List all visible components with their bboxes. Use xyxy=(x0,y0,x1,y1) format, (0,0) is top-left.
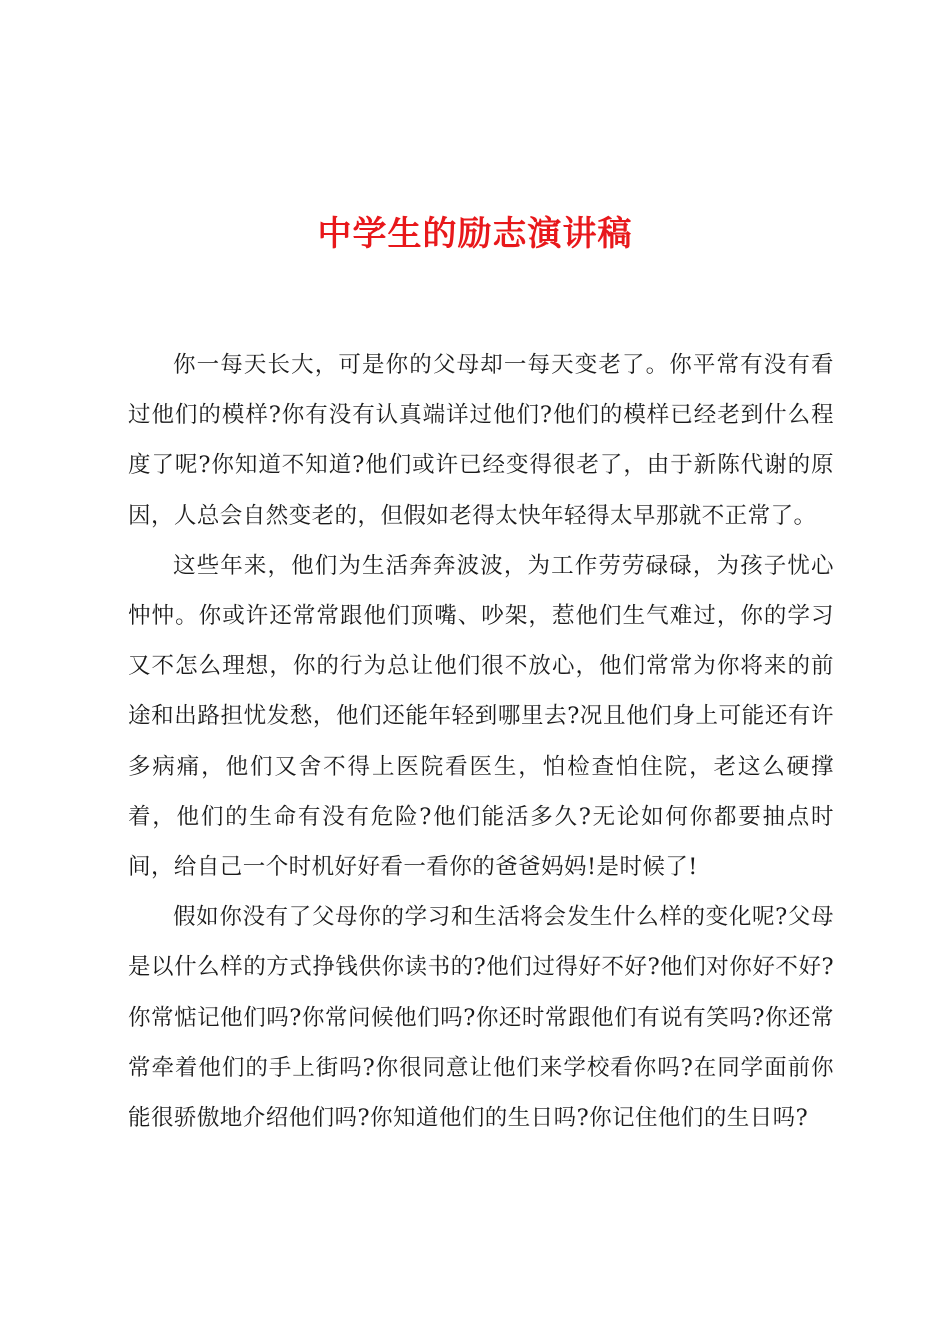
paragraph-1: 你一每天长大，可是你的父母却一每天变老了。你平常有没有看过他们的模样?你有没有认真端详过他们?他们的模样已经老到什么程度了呢?你知道不知道?他们或许已经变得很老了，由于新陈代谢的原因，人总会自然变老的，但假如老得太快年轻得太早那就不正常了。 xyxy=(128,352,834,529)
paragraph-2: 这些年来，他们为生活奔奔波波，为工作劳劳碌碌，为孩子忧心忡忡。你或许还常常跟他们顶嘴、吵架，惹他们生气难过，你的学习又不怎么理想，你的行为总让他们很不放心，他们常常为你将来的前途和出路担忧发愁，他们还能年轻到哪里去?况且他们身上可能还有许多病痛，他们又舍不得上医院看医生，怕检查怕住院，老这么硬撑着，他们的生命有没有危险?他们能活多久?无论如何你都要抽点时间，给自己一个时机好好看一看你的爸爸妈妈!是时候了! xyxy=(128,552,834,881)
paragraph-3: 假如你没有了父母你的学习和生活将会发生什么样的变化呢?父母是以什么样的方式挣钱供你读书的?他们过得好不好?他们对你好不好?你常惦记他们吗?你常问候他们吗?你还时常跟他们有说有笑吗?你还常常牵着他们的手上街吗?你很同意让他们来学校看你吗?在同学面前你能很骄傲地介绍他们吗?你知道他们的生日吗?你记住他们的生日吗? xyxy=(128,904,834,1132)
document-title: 中学生的励志演讲稿 xyxy=(317,214,633,254)
document-body xyxy=(128,340,834,1143)
